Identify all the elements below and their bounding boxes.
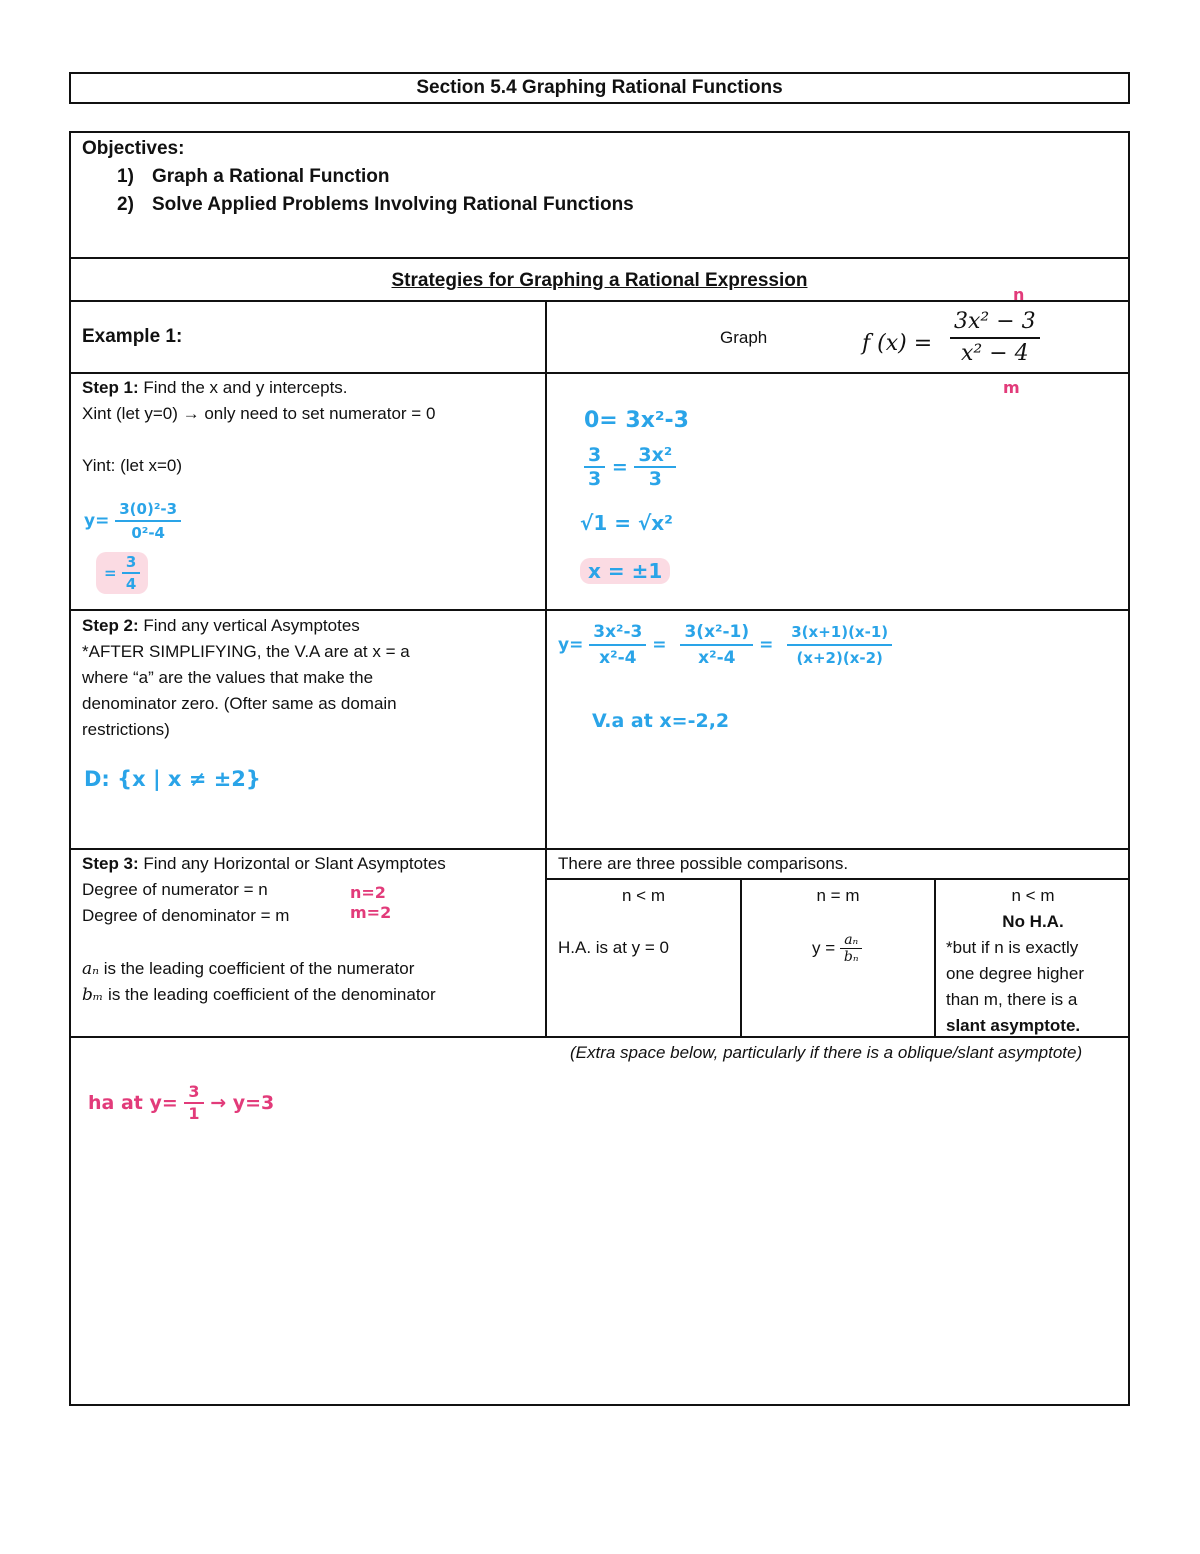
compare-3-line-1: *but if n is exactly (946, 938, 1079, 957)
objective-text-2: Solve Applied Problems Involving Rational Functions (152, 194, 634, 215)
objectives-heading: Objectives: (82, 138, 185, 159)
hand-x2-den-l: 3 (588, 468, 602, 490)
hand-ha-num: 3 (184, 1082, 203, 1104)
compare-2-prefix: y = (812, 938, 836, 958)
bm-symbol: bₘ (82, 985, 104, 1005)
compare-3-line-2: one degree higher (946, 964, 1085, 983)
function-fraction (950, 307, 1040, 369)
hand-f1-den: x²-4 (599, 648, 637, 668)
step3-text: Find any Horizontal or Slant Asymptotes (138, 854, 446, 873)
compare-2-body (812, 932, 863, 965)
rule-comparisons-heading (546, 878, 1130, 880)
compare-3-sub: No H.A. (1002, 912, 1064, 931)
hand-ha (88, 1082, 274, 1124)
objective-text-1: Graph a Rational Function (152, 166, 390, 187)
step2-text: Find any vertical Asymptotes (138, 616, 360, 635)
hand-eq-1: = (652, 635, 667, 655)
compare-2-den: bₙ (843, 949, 859, 965)
hand-f2-num: 3(x²-1) (680, 620, 753, 646)
hand-n: n=2 (350, 883, 386, 902)
extra-note: (Extra space below, particularly if there is a oblique/slant asymptote) (570, 1043, 1083, 1062)
hand-ha-result: → y=3 (210, 1092, 275, 1114)
step2-heading (82, 613, 360, 639)
hand-y-den: 0²-4 (131, 524, 165, 542)
hand-eq-2: = (759, 635, 774, 655)
rule-step2-bottom (69, 848, 1130, 850)
step1-heading (82, 375, 348, 401)
step1-title: Step 1: (82, 378, 139, 397)
hand-yint-result (96, 552, 148, 594)
step2-title: Step 2: (82, 616, 139, 635)
step2-line-3: denominator zero. (Ofter same as domain (82, 694, 397, 713)
annotation-n: n (1013, 285, 1025, 304)
compare-1-body: H.A. is at y = 0 (558, 938, 670, 957)
hand-x-line3: √1 = √x² (580, 511, 673, 535)
step1-yint: Yint: (let x=0) (82, 456, 182, 475)
hand-x2-num-r: 3x² (634, 444, 676, 468)
step1-xint: Xint (let y=0) → only need to set numerator = 0 (82, 404, 436, 423)
hand-x2-eq: = (611, 456, 628, 478)
hand-x-line2 (584, 444, 676, 490)
step1-text: Find the x and y intercepts. (138, 378, 348, 397)
hand-f1-num: 3x²-3 (589, 620, 646, 646)
rule-objectives-bottom (69, 257, 1130, 259)
bm-text: is the leading coefficient of the denominator (103, 985, 436, 1004)
function-numerator: 3x² − 3 (950, 307, 1040, 339)
an-text: is the leading coefficient of the numerator (99, 959, 415, 978)
step3-title: Step 3: (82, 854, 139, 873)
an-symbol: aₙ (82, 959, 100, 979)
hand-domain: D: {x | x ≠ ±2} (84, 767, 261, 791)
function-denominator: x² − 4 (960, 341, 1029, 366)
rule-column-divider (545, 300, 547, 1037)
hand-y-res-den: 4 (125, 575, 137, 593)
compare-3-bold: slant asymptote. (946, 1016, 1081, 1035)
bm-line (82, 982, 436, 1008)
hand-va: V.a at x=-2,2 (592, 710, 730, 732)
hand-ha-den: 1 (188, 1104, 200, 1123)
page-title: Section 5.4 Graphing Rational Functions (416, 77, 783, 98)
rule-example-bottom (69, 372, 1130, 374)
hand-y-eq: = (104, 564, 117, 582)
hand-m: m=2 (350, 903, 392, 922)
compare-1-head: n < m (622, 886, 665, 905)
hand-x-line1: 0= 3x²-3 (584, 408, 689, 433)
step2-line-1: *AFTER SIMPLIFYING, the V.A are at x = a (82, 642, 410, 661)
hand-x2-num-l: 3 (584, 444, 605, 468)
example-label: Example 1: (82, 326, 183, 347)
compare-2-num: aₙ (840, 932, 862, 949)
step2-line-4: restrictions) (82, 720, 170, 739)
graph-label: Graph (720, 328, 768, 347)
rule-step1-bottom (69, 609, 1130, 611)
objective-num-2: 2) (117, 194, 134, 215)
hand-f1-lhs: y= (558, 635, 584, 655)
degree-denominator: Degree of denominator = m (82, 906, 290, 925)
hand-y-num: 3(0)²-3 (115, 498, 181, 522)
compare-2-head: n = m (816, 886, 860, 905)
hand-y-res-num: 3 (122, 552, 140, 574)
hand-x2-den-r: 3 (648, 468, 662, 490)
step2-line-2: where “a” are the values that make the (82, 668, 374, 687)
hand-x-line4: x = ±1 (580, 558, 670, 584)
annotation-m: m (1003, 378, 1020, 397)
hand-y-lhs: y= (84, 511, 110, 531)
hand-yint-work (84, 498, 181, 544)
an-line (82, 956, 414, 982)
compare-3-head: n < m (1011, 886, 1055, 905)
comparisons-heading: There are three possible comparisons. (558, 854, 849, 873)
objective-num-1: 1) (117, 166, 134, 187)
hand-f3-num: 3(x+1)(x-1) (787, 620, 892, 646)
hand-f2-den: x²-4 (698, 648, 736, 668)
step3-heading (82, 851, 446, 877)
hand-simplify (558, 620, 892, 670)
rule-strategies-bottom (69, 300, 1130, 302)
hand-ha-prefix: ha at y= (88, 1092, 178, 1114)
strategies-title: Strategies for Graphing a Rational Expression (391, 270, 808, 291)
function-name: f (x) = (862, 331, 933, 356)
degree-numerator: Degree of numerator = n (82, 880, 268, 899)
hand-f3-den: (x+2)(x-2) (796, 649, 883, 667)
compare-3-line-3: than m, there is a (946, 990, 1078, 1009)
